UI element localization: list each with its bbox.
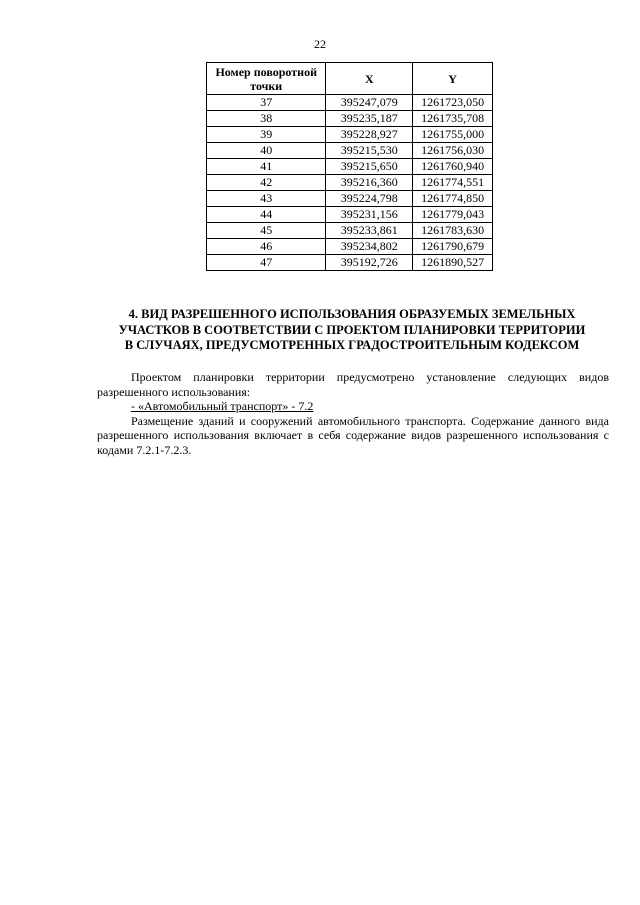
y-cell: 1261723,050: [413, 95, 493, 111]
table-row: [207, 207, 493, 223]
point-number-cell: 47: [207, 255, 326, 271]
x-cell: 395216,360: [326, 175, 413, 191]
section-heading-line: 4. ВИД РАЗРЕШЕННОГО ИСПОЛЬЗОВАНИЯ ОБРАЗУЕМЫХ ЗЕМЕЛЬНЫХ: [128, 307, 576, 321]
table-row: [207, 95, 493, 111]
intro-paragraph: Проектом планировки территории предусмотрено установление следующих видов разрешенного использования:: [97, 370, 609, 399]
y-cell: 1261890,527: [413, 255, 493, 271]
point-number-cell: 44: [207, 207, 326, 223]
header-x: X: [326, 63, 413, 95]
table-row: [207, 159, 493, 175]
table-row: [207, 223, 493, 239]
header-y: Y: [413, 63, 493, 95]
x-cell: 395224,798: [326, 191, 413, 207]
y-cell: 1261790,679: [413, 239, 493, 255]
table-header-row: [207, 63, 493, 95]
table-row: [207, 255, 493, 271]
y-cell: 1261735,708: [413, 111, 493, 127]
y-cell: 1261783,630: [413, 223, 493, 239]
x-cell: 395215,530: [326, 143, 413, 159]
y-cell: 1261774,551: [413, 175, 493, 191]
point-number-cell: 45: [207, 223, 326, 239]
point-number-cell: 40: [207, 143, 326, 159]
x-cell: 395235,187: [326, 111, 413, 127]
x-cell: 395192,726: [326, 255, 413, 271]
table-row: [207, 191, 493, 207]
table-row: [207, 239, 493, 255]
section-heading-line: УЧАСТКОВ В СООТВЕТСТВИИ С ПРОЕКТОМ ПЛАНИРОВКИ ТЕРРИТОРИИ: [118, 322, 586, 337]
y-cell: 1261774,850: [413, 191, 493, 207]
description-paragraph: Размещение зданий и сооружений автомобильного транспорта. Содержание данного вида разрешенного использования включает в себя содержание видов разрешенного использования с кодами 7.2.1-7.2.3.: [97, 413, 609, 457]
table-row: [207, 127, 493, 143]
point-number-cell: 37: [207, 95, 326, 111]
y-cell: 1261756,030: [413, 143, 493, 159]
x-cell: 395228,927: [326, 127, 413, 143]
header-point-number: Номер поворотной точки: [207, 63, 326, 95]
y-cell: 1261779,043: [413, 207, 493, 223]
table-row: [207, 111, 493, 127]
page-number: 22: [314, 37, 326, 51]
y-cell: 1261760,940: [413, 159, 493, 175]
section-heading: [96, 307, 608, 354]
point-number-cell: 43: [207, 191, 326, 207]
x-cell: 395234,802: [326, 239, 413, 255]
table-row: [207, 175, 493, 191]
section-body: [97, 370, 609, 457]
point-number-cell: 41: [207, 159, 326, 175]
permitted-use-item: - «Автомобильный транспорт» - 7.2: [131, 399, 314, 413]
x-cell: 395231,156: [326, 207, 413, 223]
point-number-cell: 42: [207, 175, 326, 191]
coordinates-table: [206, 62, 493, 271]
table-row: [207, 143, 493, 159]
point-number-cell: 38: [207, 111, 326, 127]
point-number-cell: 46: [207, 239, 326, 255]
x-cell: 395215,650: [326, 159, 413, 175]
y-cell: 1261755,000: [413, 127, 493, 143]
x-cell: 395247,079: [326, 95, 413, 111]
point-number-cell: 39: [207, 127, 326, 143]
x-cell: 395233,861: [326, 223, 413, 239]
section-heading-line: В СЛУЧАЯХ, ПРЕДУСМОТРЕННЫХ ГРАДОСТРОИТЕЛЬНЫМ КОДЕКСОМ: [124, 338, 580, 352]
